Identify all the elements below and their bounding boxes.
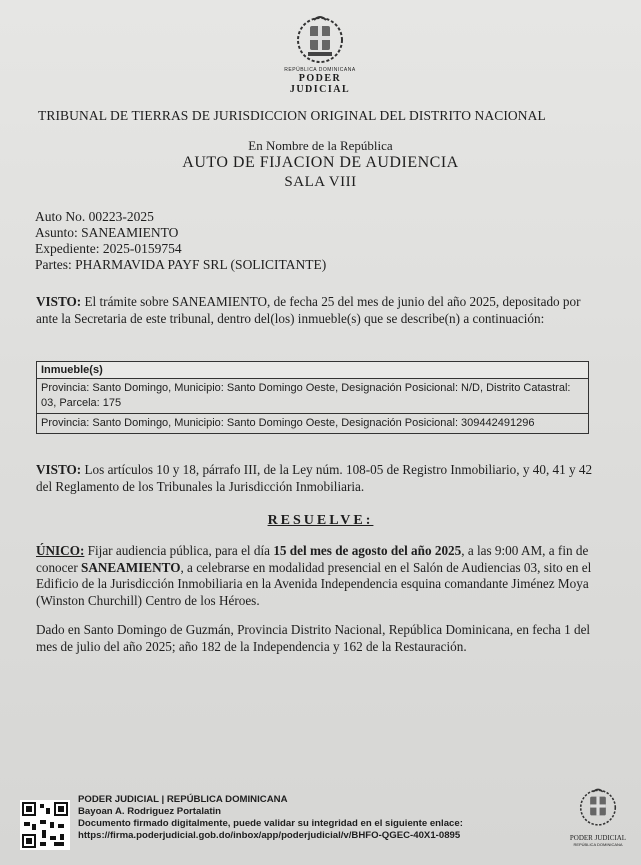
inmuebles-table bbox=[36, 361, 589, 434]
sala-label: SALA VIII bbox=[284, 174, 357, 190]
institution-label: PODER JUDICIAL bbox=[289, 73, 351, 95]
unico-text-3: , a celebrarse en modalidad presencial en el Salón de Audiencias 03, sito en el Edificio de la Jurisdicción Inmobiliaria en la Avenida Independencia esquina comandante Jiménez Moya (Winston Churchill) Centro de los Héroes. bbox=[36, 559, 592, 608]
signer-name: Bayoan A. Rodriguez Portalatin bbox=[78, 806, 222, 817]
footer-seal-name: PODER JUDICIAL bbox=[569, 834, 627, 842]
table-row: Provincia: Santo Domingo, Municipio: Santo Domingo Oeste, Designación Posicional: N/D, Distrito Catastral: 03, Parcela: 175 bbox=[37, 379, 588, 414]
visto-label: VISTO: bbox=[36, 294, 82, 309]
dado-paragraph: Dado en Santo Domingo de Guzmán, Provincia Distrito Nacional, República Dominicana, en fecha 1 del mes de julio del año 2025; año 182 de la Independencia y 162 de la Restauración. bbox=[36, 622, 591, 654]
unico-label: ÚNICO: bbox=[36, 543, 85, 558]
court-name: TRIBUNAL DE TIERRAS DE JURISDICCION ORIGINAL DEL DISTRITO NACIONAL bbox=[38, 108, 546, 123]
expediente: Expediente: 2025-0159754 bbox=[35, 241, 182, 256]
footer-seal-sub: REPÚBLICA DOMINICANA bbox=[573, 842, 623, 847]
document-title: AUTO DE FIJACION DE AUDIENCIA bbox=[182, 154, 459, 171]
unico-paragraph bbox=[36, 543, 596, 609]
table-row: Provincia: Santo Domingo, Municipio: Santo Domingo Oeste, Designación Posicional: 309442491296 bbox=[41, 417, 535, 429]
qr-code-icon[interactable] bbox=[20, 800, 70, 850]
visto-text: Los artículos 10 y 18, párrafo III, de la Ley núm. 108-05 de Registro Inmobiliario, y 40, 41 y 42 del Reglamento de los Tribunales la Jurisdicción Inmobiliaria. bbox=[36, 462, 593, 494]
in-name-line: En Nombre de la República bbox=[248, 138, 393, 153]
asunto: Asunto: SANEAMIENTO bbox=[35, 225, 179, 240]
validation-link[interactable]: https://firma.poderjudicial.gob.do/inbox/app/poderjudicial/v/BHFO-QGEC-40X1-0895 bbox=[78, 830, 461, 841]
footer-institution: PODER JUDICIAL | REPÚBLICA DOMINICANA bbox=[78, 794, 288, 805]
signature-notice: Documento firmado digitalmente, puede validar su integridad en el siguiente enlace: bbox=[78, 818, 463, 829]
coat-of-arms-icon bbox=[292, 10, 348, 66]
visto-label: VISTO: bbox=[36, 462, 82, 477]
visto-paragraph-2 bbox=[36, 462, 596, 495]
partes: Partes: PHARMAVIDA PAYF SRL (SOLICITANTE) bbox=[35, 257, 327, 272]
signature-text bbox=[78, 794, 558, 842]
visto-paragraph-1 bbox=[36, 294, 596, 327]
visto-text: El trámite sobre SANEAMIENTO, de fecha 25 del mes de junio del año 2025, depositado por ante la Secretaria de este tribunal, dentro del(los) inmueble(s) que se describe(n) a continuación: bbox=[36, 294, 581, 326]
court-seal bbox=[275, 10, 365, 95]
hearing-date: 15 del mes de agosto del año 2025 bbox=[273, 543, 462, 558]
coat-of-arms-icon bbox=[576, 784, 620, 828]
resuelve-heading: RESUELVE: bbox=[267, 513, 374, 528]
footer-seal bbox=[568, 784, 628, 847]
table-header: Inmueble(s) bbox=[37, 362, 588, 379]
auto-number: Auto No. 00223-2025 bbox=[35, 209, 154, 224]
unico-text-2: , a las 9:00 AM, a fin de conocer bbox=[36, 543, 589, 575]
case-metadata bbox=[35, 209, 326, 273]
unico-subject: SANEAMIENTO bbox=[81, 559, 181, 575]
signature-footer bbox=[20, 790, 627, 852]
republic-label: REPÚBLICA DOMINICANA bbox=[284, 67, 356, 73]
unico-text-1: Fijar audiencia pública, para el día bbox=[87, 543, 274, 558]
